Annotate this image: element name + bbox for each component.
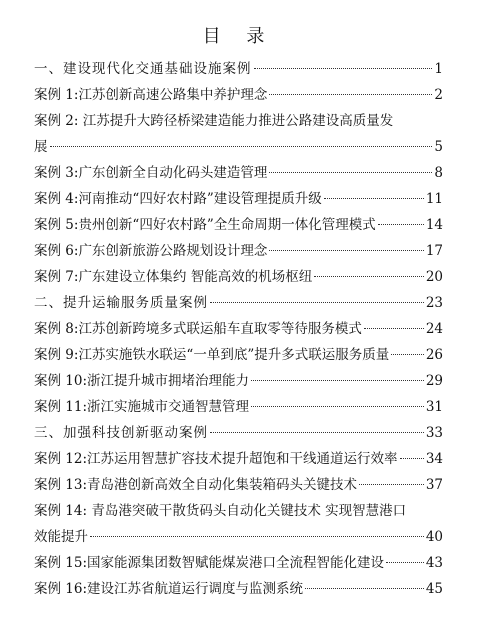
dot-leader <box>210 432 424 433</box>
toc-entry-line <box>34 342 443 368</box>
toc-entry-line <box>34 56 443 82</box>
page-title: 目 录 <box>202 26 275 47</box>
toc-section[interactable] <box>34 290 443 316</box>
dot-leader <box>305 588 424 589</box>
toc-entry-label: 案例 2: <box>34 113 79 129</box>
toc-page-number: 17 <box>425 243 443 259</box>
toc-entry-title-continued: 效能提升 <box>34 529 88 545</box>
toc-entry-title: 建设江苏省航道运行调度与监测系统 <box>87 581 304 597</box>
dot-leader <box>269 250 423 251</box>
toc-entry-line <box>34 420 443 446</box>
toc-entry[interactable] <box>34 238 443 264</box>
toc-page-number: 8 <box>434 165 443 181</box>
toc-page-number: 5 <box>434 139 443 155</box>
toc-entry-title: 贵州创新“四好农村路”全生命周期一体化管理模式 <box>78 217 376 233</box>
toc-entry-label: 案例 1: <box>34 87 79 103</box>
toc-entry[interactable] <box>34 472 443 498</box>
toc-entry[interactable] <box>34 446 443 472</box>
toc-entry-label: 案例 3: <box>34 165 79 181</box>
toc-entry-title: 广东创新全自动化码头建造管理 <box>78 165 268 181</box>
toc-entry[interactable] <box>34 316 443 342</box>
toc-page-number: 1 <box>434 61 443 77</box>
toc-section[interactable] <box>34 420 443 446</box>
toc-entry-label: 案例 13: <box>34 477 88 493</box>
toc-entry-label: 案例 5: <box>34 217 79 233</box>
toc-entry-line <box>34 212 443 238</box>
dot-leader <box>50 146 433 147</box>
toc-entry-title: 江苏运用智慧扩容技术提升超饱和干线通道运行效率 <box>87 451 398 467</box>
toc-page-number: 24 <box>425 321 443 337</box>
toc-entry-title: 河南推动“四好农村路”建设管理提质升级 <box>78 191 322 207</box>
dot-leader <box>359 484 424 485</box>
toc-page-number: 45 <box>425 581 443 597</box>
toc-entry[interactable] <box>34 394 443 420</box>
toc-page-number: 37 <box>425 477 443 493</box>
dot-leader <box>378 224 424 225</box>
dot-leader <box>254 68 433 69</box>
toc-entry-line <box>34 368 443 394</box>
toc-page-number: 33 <box>425 425 443 441</box>
dot-leader <box>251 380 424 381</box>
toc-entry-label: 案例 14: <box>34 503 88 519</box>
dot-leader <box>269 172 432 173</box>
toc-entry-label: 案例 15: <box>34 555 88 571</box>
toc-entry-label: 案例 11: <box>34 399 88 415</box>
dot-leader <box>90 536 424 537</box>
toc-page-number: 29 <box>425 373 443 389</box>
toc-entry[interactable] <box>34 576 443 602</box>
toc-entry-line <box>34 82 443 108</box>
toc-entry-label: 案例 8: <box>34 321 79 337</box>
toc-entry-label: 案例 10: <box>34 373 88 389</box>
toc-page-number: 14 <box>425 217 443 233</box>
toc-entry-line <box>34 238 443 264</box>
toc-section[interactable] <box>34 56 443 82</box>
toc-page-number: 26 <box>425 347 443 363</box>
toc-entry[interactable] <box>34 368 443 394</box>
toc-entry-title: 青岛港创新高效全自动化集装箱码头关键技术 <box>87 477 358 493</box>
toc-page-number: 20 <box>425 269 443 285</box>
toc-entry-label: 案例 4: <box>34 191 79 207</box>
toc-entry-line <box>34 550 443 576</box>
toc-page-number: 23 <box>425 295 443 311</box>
toc-entry-line <box>34 134 443 160</box>
toc-entry[interactable] <box>34 108 443 160</box>
toc-entry[interactable] <box>34 186 443 212</box>
toc-entry-line <box>34 446 443 472</box>
toc-page-number: 31 <box>425 399 443 415</box>
toc-entry-title: 三、加强科技创新驱动案例 <box>34 425 208 441</box>
toc-entry-label: 案例 9: <box>34 347 79 363</box>
toc-entry-label: 案例 6: <box>34 243 79 259</box>
dot-leader <box>314 276 424 277</box>
toc-entry-line <box>34 290 443 316</box>
toc-entry-line <box>34 316 443 342</box>
toc-entry-line <box>34 394 443 420</box>
toc-entry-title: 浙江实施城市交通智慧管理 <box>87 399 250 415</box>
toc-entry-line <box>34 108 443 134</box>
toc-page-number: 11 <box>425 191 443 207</box>
dot-leader <box>210 302 424 303</box>
dot-leader <box>324 198 424 199</box>
toc-entry[interactable] <box>34 550 443 576</box>
toc-entry-line <box>34 524 443 550</box>
toc-entry-line <box>34 160 443 186</box>
dot-leader <box>400 458 424 459</box>
toc-entry-label: 案例 7: <box>34 269 79 285</box>
toc-entry[interactable] <box>34 82 443 108</box>
toc-page-number: 2 <box>434 87 443 103</box>
toc-entry-title: 江苏创新高速公路集中养护理念 <box>78 87 268 103</box>
toc-entry-line <box>34 472 443 498</box>
toc-entry-title: 青岛港突破干散货码头自动化关键技术 实现智慧港口 <box>87 503 407 519</box>
toc-entry[interactable] <box>34 212 443 238</box>
dot-leader <box>386 562 424 563</box>
toc-entry-title: 江苏提升大跨径桥梁建造能力推进公路建设高质量发 <box>78 113 394 129</box>
toc-entry[interactable] <box>34 264 443 290</box>
toc-entry-title: 江苏实施铁水联运“一单到底”提升多式联运服务质量 <box>78 347 390 363</box>
dot-leader <box>364 328 424 329</box>
toc-entry-label: 案例 12: <box>34 451 88 467</box>
toc-entry[interactable] <box>34 160 443 186</box>
toc-entry-title: 江苏创新跨境多式联运船车直取零等待服务模式 <box>78 321 362 337</box>
toc-page-number: 40 <box>425 529 443 545</box>
toc-entry-label: 案例 16: <box>34 581 88 597</box>
toc-entry-line <box>34 264 443 290</box>
toc-entry[interactable] <box>34 498 443 550</box>
toc-entry-title: 一、建设现代化交通基础设施案例 <box>34 61 252 77</box>
toc-entry-line <box>34 576 443 602</box>
toc-entry-title: 二、提升运输服务质量案例 <box>34 295 208 311</box>
toc-page-number: 43 <box>425 555 443 571</box>
dot-leader <box>251 406 424 407</box>
toc-entry-title: 浙江提升城市拥堵治理能力 <box>87 373 250 389</box>
toc-entry-title: 广东创新旅游公路规划设计理念 <box>78 243 268 259</box>
dot-leader <box>269 94 432 95</box>
toc-entry-line <box>34 186 443 212</box>
toc-entry[interactable] <box>34 342 443 368</box>
toc-entry-line <box>34 498 443 524</box>
toc-page-number: 34 <box>425 451 443 467</box>
dot-leader <box>391 354 424 355</box>
toc-entry-title-continued: 展 <box>34 139 48 155</box>
toc-entry-title: 国家能源集团数智赋能煤炭港口全流程智能化建设 <box>87 555 385 571</box>
toc-entry-title: 广东建设立体集约 智能高效的机场枢纽 <box>78 269 313 285</box>
toc-list <box>34 56 443 602</box>
